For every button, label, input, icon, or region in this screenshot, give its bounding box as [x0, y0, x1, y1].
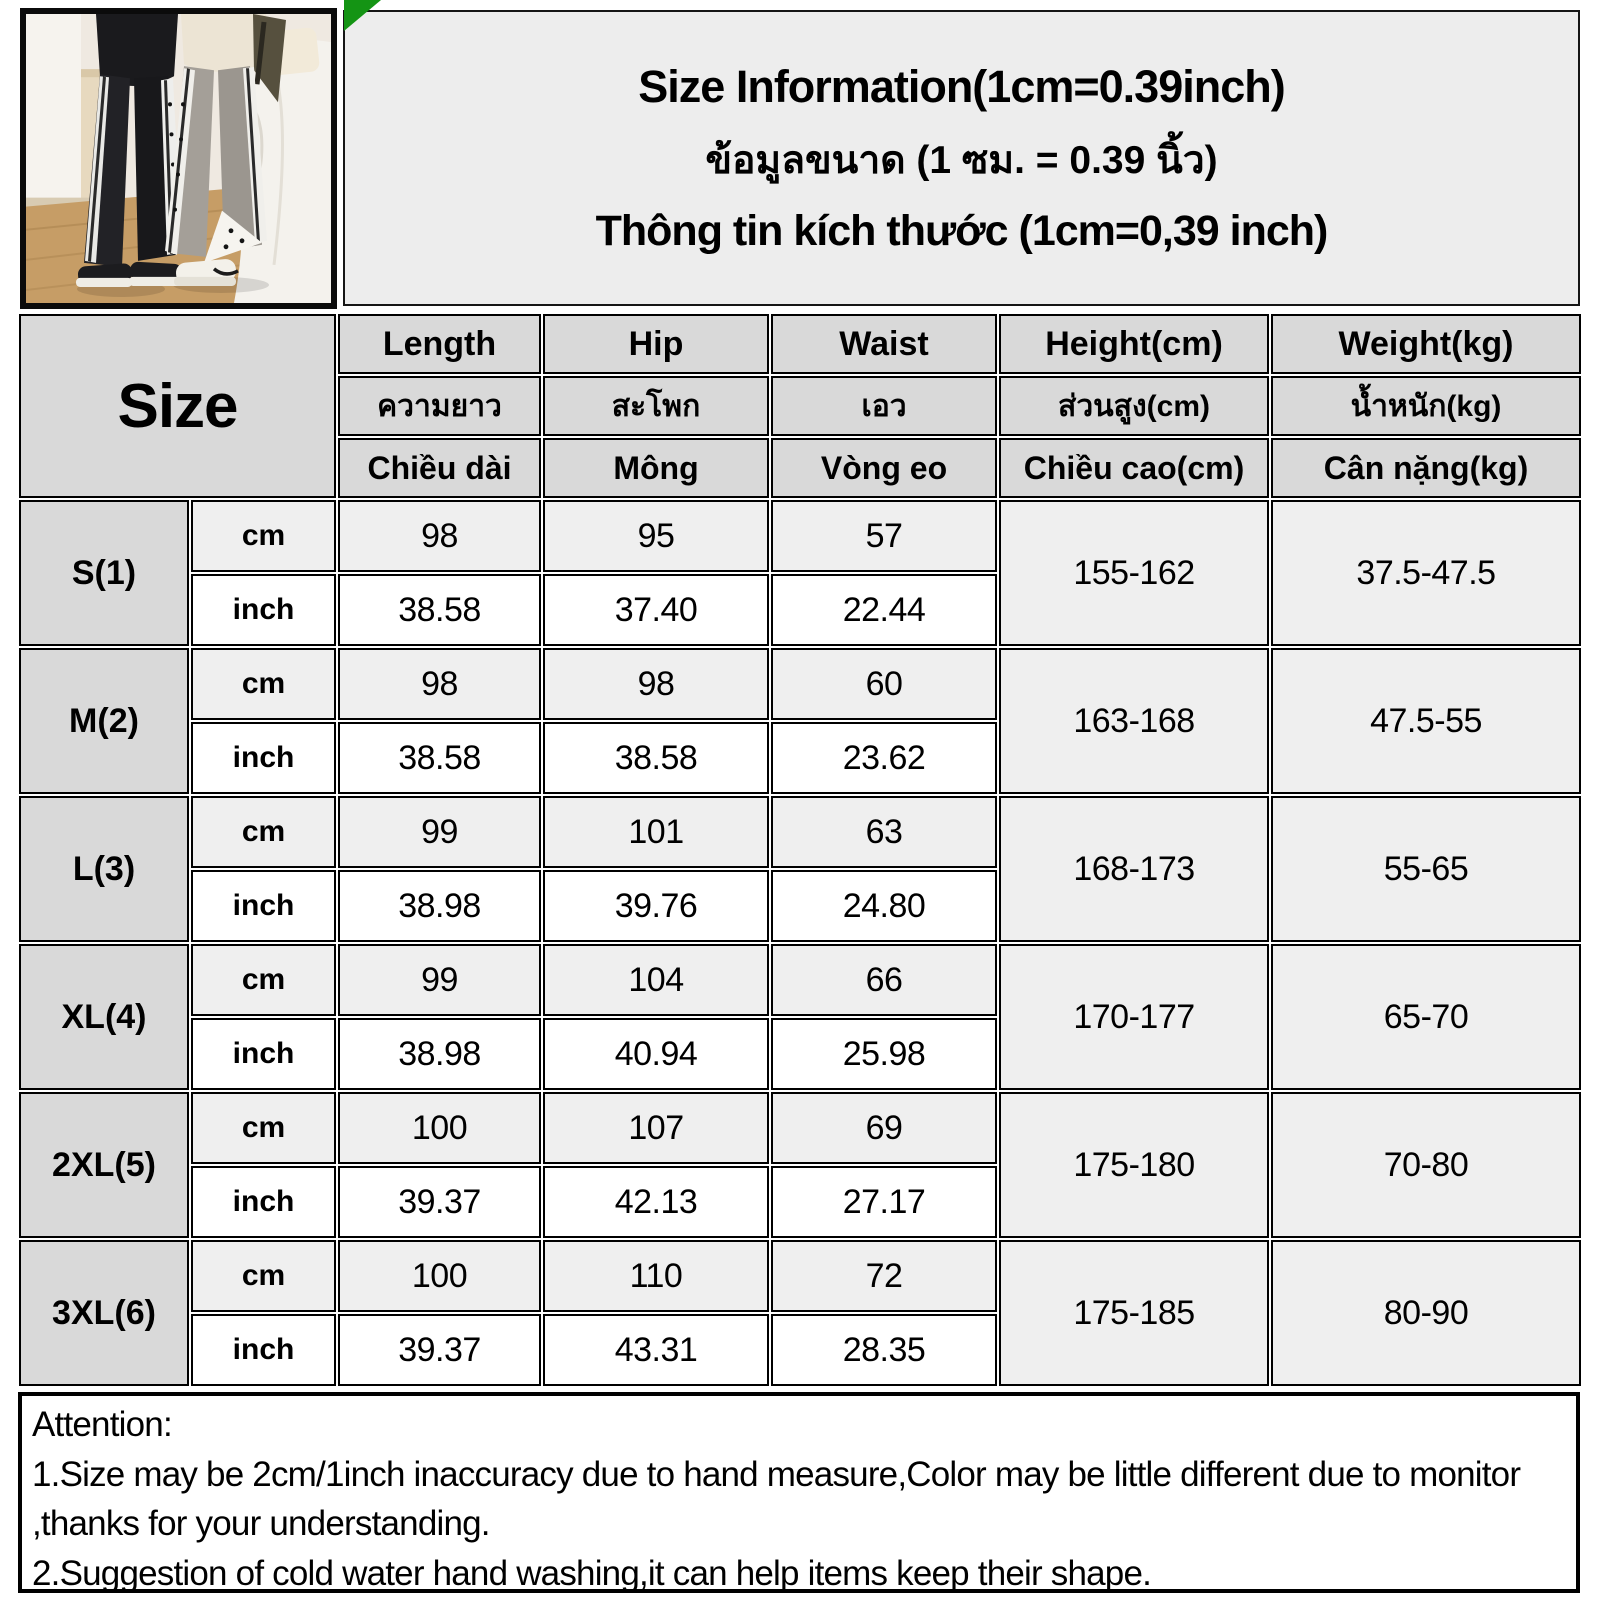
attention-box: [18, 1392, 1580, 1593]
unit-cell: cm: [191, 648, 336, 720]
table-row: [19, 648, 1581, 720]
col-header-height: Height(cm): [999, 314, 1269, 374]
table-row: [19, 1092, 1581, 1164]
table-row: [19, 944, 1581, 1016]
row-label: XL(4): [19, 944, 189, 1090]
attention-line-2: 2.Suggestion of cold water hand washing,it can help items keep their shape.: [32, 1554, 1152, 1594]
value-cell: 57: [771, 500, 997, 572]
unit-cell: cm: [191, 500, 336, 572]
height-range-cell: 170-177: [999, 944, 1269, 1090]
value-cell: 72: [771, 1240, 997, 1312]
weight-range-cell: 55-65: [1271, 796, 1581, 942]
col-header-hip-th: สะโพก: [543, 376, 769, 436]
value-cell: 99: [338, 796, 541, 868]
col-header-length-vi: Chiều dài: [338, 438, 541, 498]
height-range-cell: 175-180: [999, 1092, 1269, 1238]
unit-cell: inch: [191, 1166, 336, 1238]
unit-cell: cm: [191, 796, 336, 868]
value-cell: 99: [338, 944, 541, 1016]
unit-cell: cm: [191, 1240, 336, 1312]
unit-cell: inch: [191, 574, 336, 646]
row-label: S(1): [19, 500, 189, 646]
unit-cell: cm: [191, 944, 336, 1016]
weight-range-cell: 47.5-55: [1271, 648, 1581, 794]
title-thai: ข้อมูลขนาด (1 ซม. = 0.39 นิ้ว): [705, 138, 1218, 182]
value-cell: 24.80: [771, 870, 997, 942]
value-cell: 38.58: [338, 574, 541, 646]
value-cell: 38.58: [338, 722, 541, 794]
value-cell: 40.94: [543, 1018, 769, 1090]
value-cell: 100: [338, 1092, 541, 1164]
value-cell: 110: [543, 1240, 769, 1312]
height-range-cell: 168-173: [999, 796, 1269, 942]
value-cell: 27.17: [771, 1166, 997, 1238]
col-header-weight-th: น้ำหนัก(kg): [1271, 376, 1581, 436]
col-header-weight: Weight(kg): [1271, 314, 1581, 374]
value-cell: 98: [338, 648, 541, 720]
unit-cell: inch: [191, 1018, 336, 1090]
value-cell: 25.98: [771, 1018, 997, 1090]
row-label: 3XL(6): [19, 1240, 189, 1386]
col-header-height-th: ส่วนสูง(cm): [999, 376, 1269, 436]
value-cell: 37.40: [543, 574, 769, 646]
height-range-cell: 163-168: [999, 648, 1269, 794]
value-cell: 104: [543, 944, 769, 1016]
product-photo-illustration: [26, 14, 331, 303]
attention-heading: Attention:: [32, 1405, 172, 1444]
value-cell: 63: [771, 796, 997, 868]
value-cell: 22.44: [771, 574, 997, 646]
size-chart-table: [17, 312, 1583, 1388]
unit-cell: inch: [191, 870, 336, 942]
value-cell: 107: [543, 1092, 769, 1164]
value-cell: 42.13: [543, 1166, 769, 1238]
unit-cell: inch: [191, 1314, 336, 1386]
value-cell: 43.31: [543, 1314, 769, 1386]
title-vietnamese: Thông tin kích thước (1cm=0,39 inch): [595, 206, 1328, 255]
title-box: [343, 10, 1580, 306]
weight-range-cell: 37.5-47.5: [1271, 500, 1581, 646]
value-cell: 60: [771, 648, 997, 720]
col-header-waist: Waist: [771, 314, 997, 374]
col-header-length-th: ความยาว: [338, 376, 541, 436]
value-cell: 69: [771, 1092, 997, 1164]
unit-cell: inch: [191, 722, 336, 794]
row-label: M(2): [19, 648, 189, 794]
value-cell: 98: [543, 648, 769, 720]
row-label: 2XL(5): [19, 1092, 189, 1238]
weight-range-cell: 65-70: [1271, 944, 1581, 1090]
size-header-cell: Size: [19, 314, 336, 498]
value-cell: 98: [338, 500, 541, 572]
table-row: [19, 500, 1581, 572]
col-header-hip-vi: Mông: [543, 438, 769, 498]
value-cell: 23.62: [771, 722, 997, 794]
table-row: [19, 1240, 1581, 1312]
col-header-height-vi: Chiều cao(cm): [999, 438, 1269, 498]
wall-panel: [26, 14, 81, 210]
col-header-waist-th: เอว: [771, 376, 997, 436]
value-cell: 28.35: [771, 1314, 997, 1386]
table-header-row-en: [19, 314, 1581, 374]
product-photo: [20, 8, 337, 309]
value-cell: 95: [543, 500, 769, 572]
attention-line-1: 1.Size may be 2cm/1inch inaccuracy due to hand measure,Color may be little different due to monitor ,thanks for your understanding.: [32, 1454, 1521, 1544]
col-header-length: Length: [338, 314, 541, 374]
row-label: L(3): [19, 796, 189, 942]
value-cell: 38.58: [543, 722, 769, 794]
unit-cell: cm: [191, 1092, 336, 1164]
value-cell: 100: [338, 1240, 541, 1312]
weight-range-cell: 70-80: [1271, 1092, 1581, 1238]
col-header-waist-vi: Vòng eo: [771, 438, 997, 498]
value-cell: 39.76: [543, 870, 769, 942]
value-cell: 39.37: [338, 1166, 541, 1238]
value-cell: 38.98: [338, 1018, 541, 1090]
value-cell: 38.98: [338, 870, 541, 942]
value-cell: 66: [771, 944, 997, 1016]
value-cell: 101: [543, 796, 769, 868]
weight-range-cell: 80-90: [1271, 1240, 1581, 1386]
col-header-hip: Hip: [543, 314, 769, 374]
value-cell: 39.37: [338, 1314, 541, 1386]
height-range-cell: 155-162: [999, 500, 1269, 646]
title-english: Size Information(1cm=0.39inch): [638, 60, 1285, 112]
col-header-weight-vi: Cân nặng(kg): [1271, 438, 1581, 498]
table-row: [19, 796, 1581, 868]
height-range-cell: 175-185: [999, 1240, 1269, 1386]
